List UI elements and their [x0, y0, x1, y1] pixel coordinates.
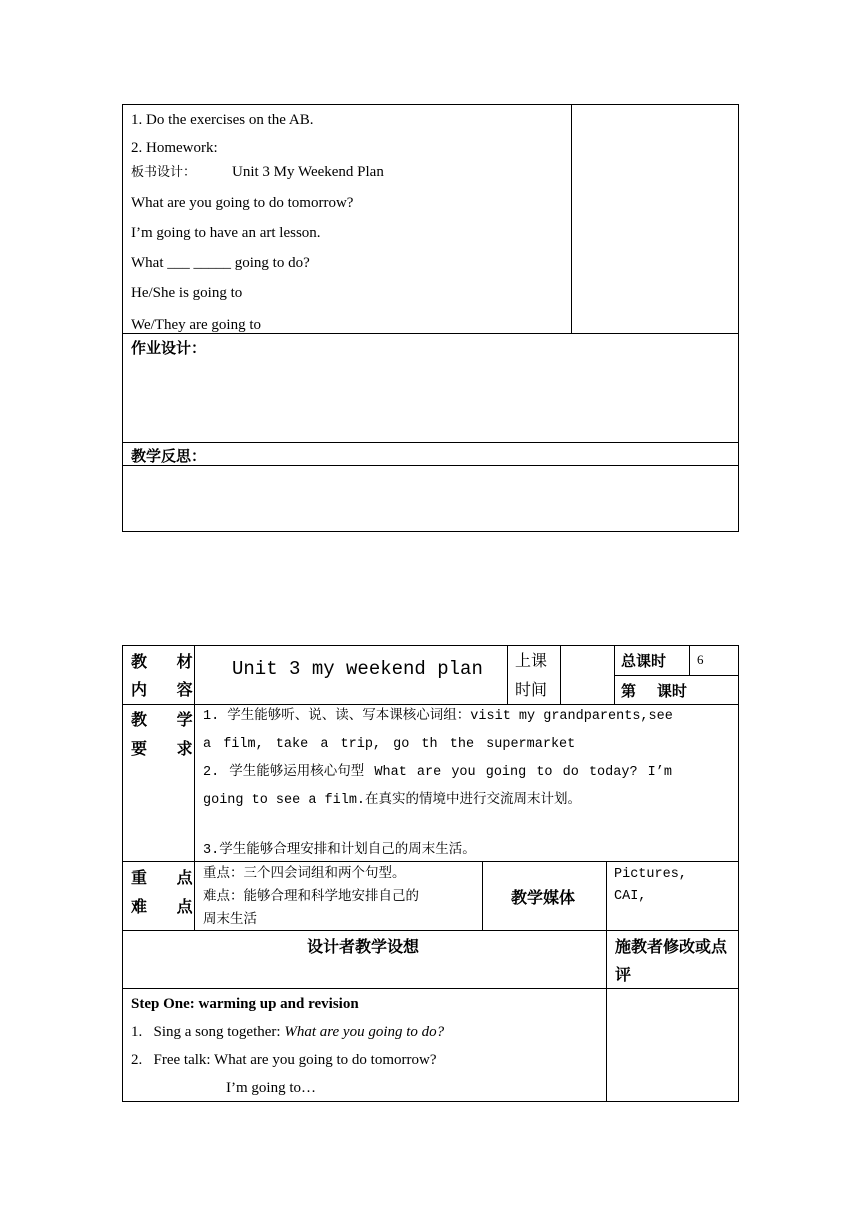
step-item-text: 1. Sing a song together: [131, 1024, 285, 1040]
requirement-line: 3.学生能够合理安排和计划自己的周末生活。 [203, 843, 476, 858]
board-line: What are you going to do tomorrow? [131, 195, 354, 211]
reviewer-header: 评 [615, 965, 632, 984]
media-label: 教学媒体 [511, 888, 576, 907]
lesson-title: Unit 3 my weekend plan [232, 658, 483, 680]
requirement-line: 2. 学生能够运用核心句型 What are you going to do today? I’m [203, 765, 672, 780]
class-time-label: 时间 [515, 680, 548, 699]
key-points-label: 难 点 [131, 897, 205, 916]
media-item: CAI, [614, 889, 647, 904]
teaching-reflection-label: 教学反思： [131, 447, 207, 465]
step-sub-item: I’m going to… [226, 1080, 316, 1096]
requirement-line: 1. 学生能够听、说、读、写本课核心词组：visit my grandparents,see [203, 709, 673, 724]
total-hours-label: 总课时 [621, 652, 667, 670]
column-divider [507, 645, 508, 704]
row-divider [122, 988, 739, 989]
homework-line: 2. Homework: [131, 140, 218, 156]
column-divider [560, 645, 561, 704]
lesson-number-label: 第 课时 [621, 682, 687, 700]
board-line: What ___ _____ going to do? [131, 255, 310, 271]
requirement-line: going to see a film.在真实的情境中进行交流周末计划。 [203, 793, 582, 808]
row-divider [122, 861, 739, 862]
key-point-line: 难点：能够合理和科学地安排自己的 [203, 888, 419, 904]
board-line: He/She is going to [131, 285, 243, 301]
row-divider [614, 675, 739, 676]
column-divider [614, 645, 615, 704]
column-divider [571, 104, 572, 334]
content-label: 教 材 [131, 652, 205, 671]
designer-header: 设计者教学设想 [307, 937, 420, 956]
step-item: 2. Free talk: What are you going to do tomorrow? [131, 1052, 437, 1068]
board-line: I’m going to have an art lesson. [131, 225, 321, 241]
row-divider [122, 930, 739, 931]
homework-design-label: 作业设计： [131, 339, 207, 357]
requirement-line: a film, take a trip, go th the supermarket [203, 737, 576, 752]
key-point-line: 重点：三个四会词组和两个句型。 [203, 865, 406, 881]
song-title: What are you going to do? [284, 1024, 445, 1040]
column-divider [689, 645, 690, 675]
column-divider [606, 861, 607, 930]
key-point-line: 周末生活 [203, 911, 257, 927]
requirements-label: 教 学 [131, 710, 205, 729]
board-design-label: 板书设计： [131, 165, 197, 180]
requirements-label: 要 求 [131, 739, 205, 758]
total-hours-value: 6 [697, 652, 704, 667]
row-divider [122, 704, 739, 705]
media-item: Pictures, [614, 867, 687, 882]
column-divider [482, 861, 483, 930]
column-divider [606, 930, 607, 1102]
step-item [131, 1023, 444, 1041]
row-divider [122, 465, 739, 466]
board-line: We/They are going to [131, 317, 261, 333]
key-points-label: 重 点 [131, 868, 205, 887]
content-label: 内 容 [131, 680, 205, 699]
board-title: Unit 3 My Weekend Plan [232, 164, 384, 180]
exercise-line: 1. Do the exercises on the AB. [131, 112, 314, 128]
class-time-label: 上课 [515, 651, 548, 670]
reviewer-header: 施教者修改或点 [615, 937, 728, 956]
step-title: Step One: warming up and revision [131, 996, 359, 1012]
row-divider [122, 442, 739, 443]
